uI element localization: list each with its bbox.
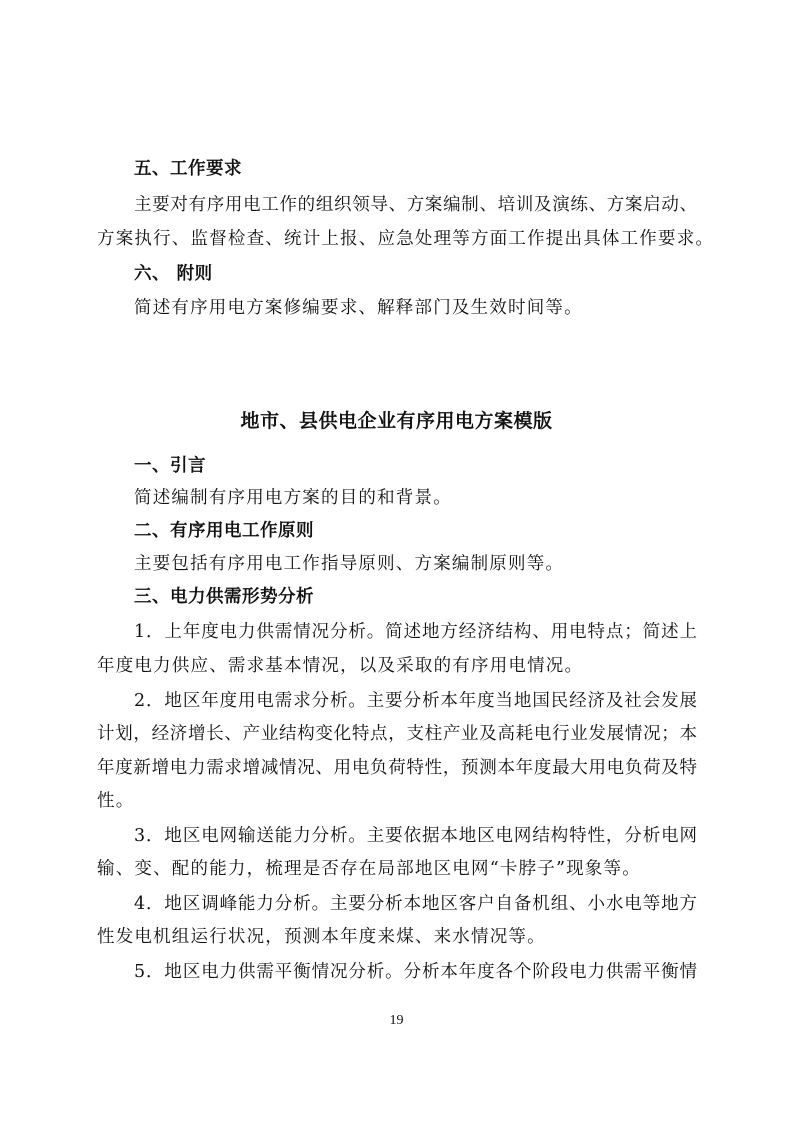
section-heading-work-requirements: 五、工作要求 [134,159,242,179]
paragraph-line: 年度新增电力需求增减情况、用电负荷特性，预测本年度最大用电负荷及特 [97,758,697,778]
template-title: 地市、县供电企业有序用电方案模版 [240,410,553,432]
paragraph-line: 性。 [97,791,135,811]
paragraph-line: 方案执行、监督检查、统计上报、应急处理等方面工作提出具体工作要求。 [97,229,715,249]
paragraph-line: 主要包括有序用电工作指导原则、方案编制原则等。 [134,554,565,574]
page-number: 19 [389,1013,404,1028]
paragraph-line: 4．地区调峰能力分析。主要分析本地区客户自备机组、小水电等地方 [134,894,697,914]
paragraph-line: 1．上年度电力供需情况分析。简述地方经济结构、用电特点；简述上 [134,622,697,642]
section-heading-principles: 二、有序用电工作原则 [134,521,314,541]
paragraph-line: 3．地区电网输送能力分析。主要依据本地区电网结构特性，分析电网 [134,826,697,846]
paragraph-line: 简述编制有序用电方案的目的和背景。 [134,488,452,508]
paragraph-line: 2．地区年度用电需求分析。主要分析本年度当地国民经济及社会发展 [134,691,697,711]
paragraph-line: 主要对有序用电工作的组织领导、方案编制、培训及演练、方案启动、 [134,195,697,215]
paragraph-line: 输、变、配的能力，梳理是否存在局部地区电网“卡脖子”现象等。 [97,859,641,879]
section-heading-analysis: 三、电力供需形势分析 [134,587,314,607]
paragraph-line: 计划，经济增长、产业结构变化特点，支柱产业及高耗电行业发展情况；本 [97,724,697,744]
paragraph-line: 5．地区电力供需平衡情况分析。分析本年度各个阶段电力供需平衡情 [134,962,697,982]
paragraph-line: 简述有序用电方案修编要求、解释部门及生效时间等。 [134,298,583,318]
section-heading-intro: 一、引言 [134,456,206,476]
section-heading-appendix: 六、 附则 [134,264,213,284]
paragraph-line: 性发电机组运行状况，预测本年度来煤、来水情况等。 [97,927,546,947]
paragraph-line: 年度电力供应、需求基本情况，以及采取的有序用电情况。 [97,656,584,676]
